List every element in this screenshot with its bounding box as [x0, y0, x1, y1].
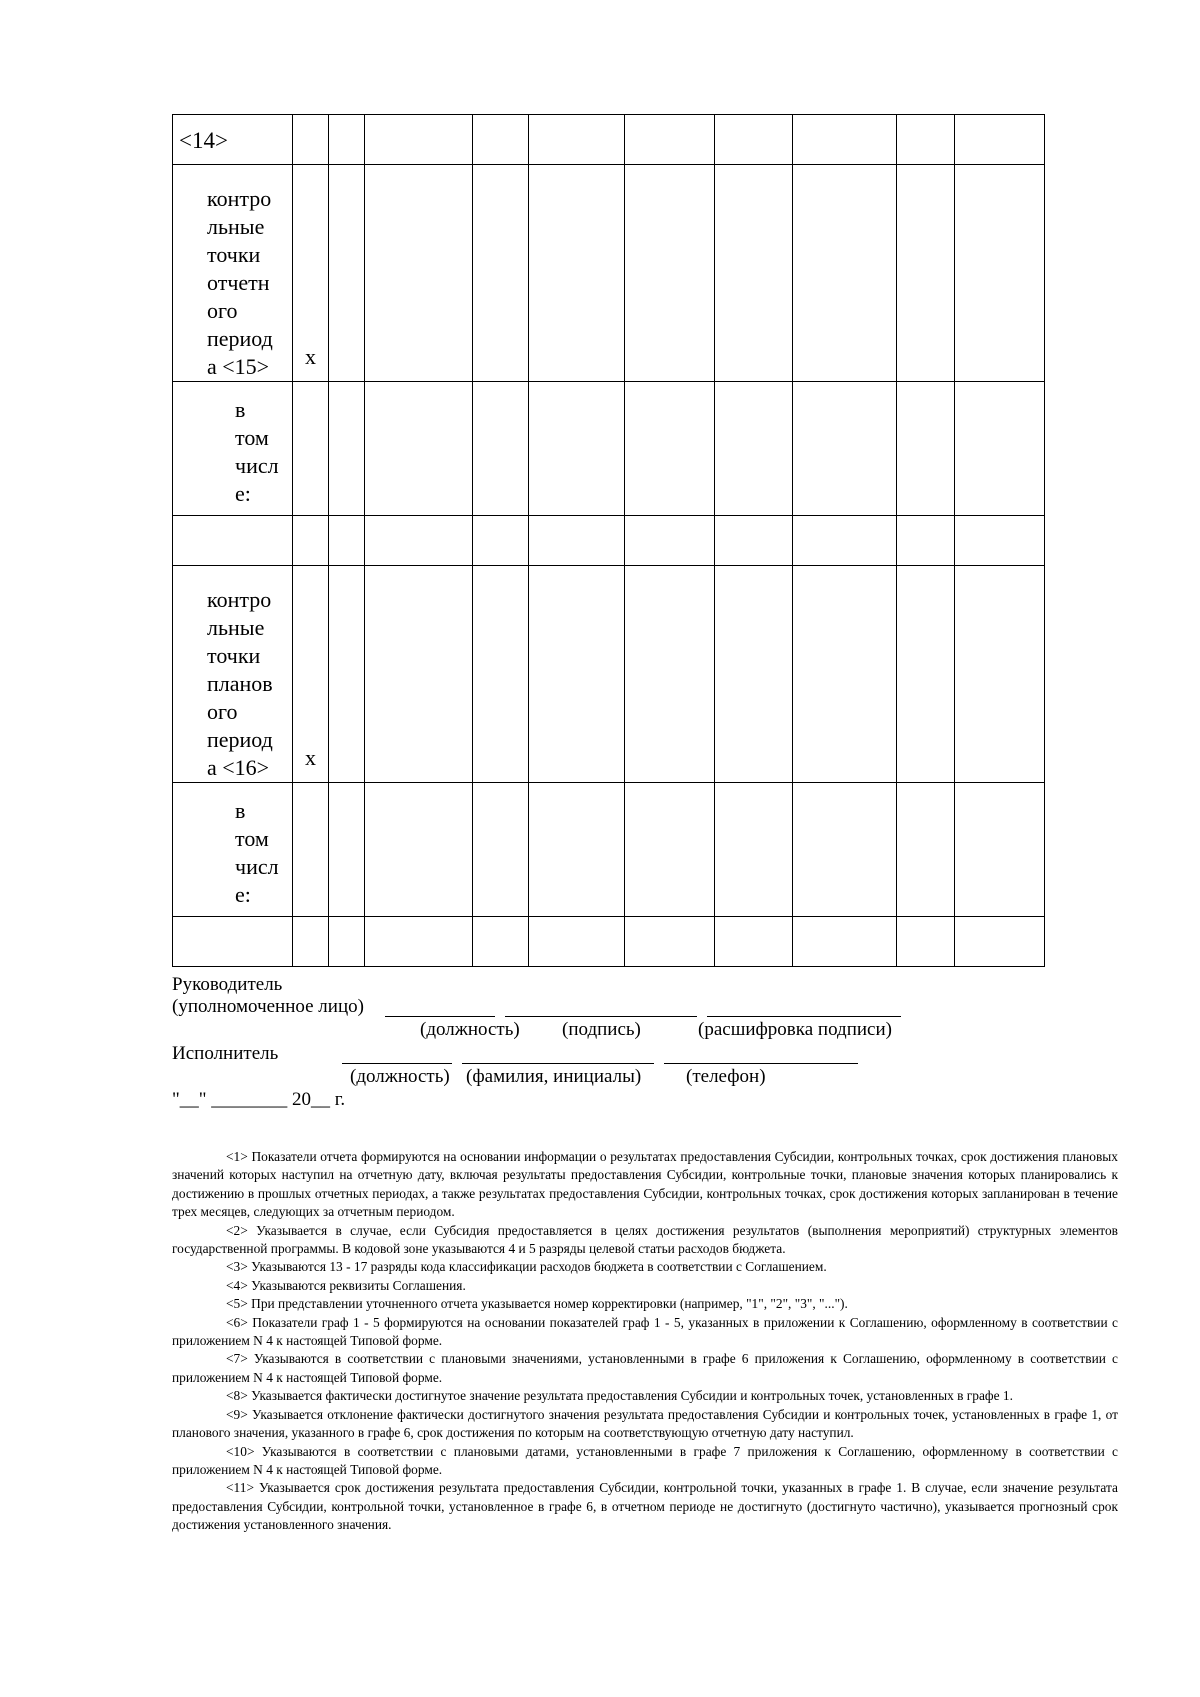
- empty-cell: [715, 516, 793, 566]
- empty-cell: [625, 115, 715, 165]
- empty-cell: [897, 165, 955, 382]
- empty-cell: [473, 566, 529, 783]
- empty-cell: [365, 917, 473, 967]
- empty-cell: [329, 783, 365, 917]
- executor-title: Исполнитель: [172, 1043, 279, 1064]
- footnote-4: <4> Указываются реквизиты Соглашения.: [226, 1277, 466, 1293]
- empty-cell: [897, 115, 955, 165]
- empty-cell: [529, 516, 625, 566]
- empty-cell: [715, 917, 793, 967]
- row-label-cell: <14>: [173, 115, 293, 165]
- table-row: [173, 165, 1045, 382]
- footnote-10: <10> Указываются в соответствии с плановыми датами, установленными в графе 7 приложения к Соглашению, оформленному в соответствии с приложением N 4 к настоящей Типовой форме.: [172, 1443, 1118, 1477]
- head-position-line: [385, 1016, 495, 1017]
- x-mark-cell: [293, 516, 329, 566]
- footnotes: [172, 1148, 1118, 1535]
- footnote-3: <3> Указываются 13 - 17 разряды кода классификации расходов бюджета в соответствии с Соглашением.: [226, 1259, 827, 1275]
- footnote-5: <5> При представлении уточненного отчета указывается номер корректировки (например, "1", "2", "3", "...").: [226, 1296, 848, 1312]
- empty-cell: [365, 165, 473, 382]
- footnote-6: <6> Показатели граф 1 - 5 формируются на основании показателей граф 1 - 5, указанных в приложении к Соглашению, оформленному в соответствии с приложением N 4 к настоящей Типовой форме.: [172, 1314, 1118, 1349]
- empty-cell: [365, 516, 473, 566]
- empty-cell: [793, 783, 897, 917]
- date-line: "__" ________ 20__ г.: [172, 1089, 346, 1110]
- empty-cell: [793, 566, 897, 783]
- empty-cell: [365, 115, 473, 165]
- table-row: [173, 566, 1045, 783]
- empty-cell: [897, 382, 955, 516]
- empty-cell: [955, 115, 1045, 165]
- empty-cell: [955, 516, 1045, 566]
- empty-cell: [625, 566, 715, 783]
- empty-cell: [329, 165, 365, 382]
- empty-cell: [365, 783, 473, 917]
- empty-cell: [329, 917, 365, 967]
- empty-cell: [625, 165, 715, 382]
- empty-cell: [329, 516, 365, 566]
- x-mark-cell: [293, 917, 329, 967]
- empty-cell: [473, 382, 529, 516]
- footnote-7: <7> Указываются в соответствии с плановыми значениями, установленными в графе 6 приложения к Соглашению, оформленному в соответствии с приложением N 4 к настоящей Типовой форме.: [172, 1351, 1118, 1385]
- table-row: [173, 115, 1045, 165]
- footnote-11: <11> Указывается срок достижения результата предоставления Субсидии, контрольной точки, указанных в графе 1. В случае, если значение результата предоставления Субсидии, контрольной точки, установленное в графе 6, в отчетном периоде не достигнуто (достигнуто частично), указывается прогнозный срок достижения установленного значения.: [172, 1480, 1118, 1533]
- head-subtitle: (уполномоченное лицо): [172, 996, 364, 1017]
- empty-cell: [529, 566, 625, 783]
- table-body: [173, 115, 1045, 967]
- empty-cell: [529, 382, 625, 516]
- row-label-cell: контро льные точки отчетн ого период а <15>: [173, 165, 293, 382]
- exec-caption-name: (фамилия, инициалы): [466, 1066, 642, 1087]
- empty-cell: [897, 516, 955, 566]
- empty-cell: [529, 783, 625, 917]
- empty-cell: [715, 165, 793, 382]
- empty-cell: [955, 917, 1045, 967]
- empty-cell: [529, 917, 625, 967]
- empty-cell: [793, 917, 897, 967]
- empty-cell: [793, 382, 897, 516]
- empty-cell: [715, 783, 793, 917]
- empty-cell: [473, 165, 529, 382]
- head-caption-position: (должность): [420, 1019, 520, 1040]
- row-label-cell: в том числ е:: [173, 783, 293, 917]
- empty-cell: [473, 917, 529, 967]
- empty-cell: [955, 783, 1045, 917]
- head-title: Руководитель: [172, 974, 283, 995]
- empty-cell: [955, 165, 1045, 382]
- empty-cell: [329, 115, 365, 165]
- empty-cell: [473, 516, 529, 566]
- empty-cell: [473, 783, 529, 917]
- empty-cell: [897, 917, 955, 967]
- empty-cell: [329, 566, 365, 783]
- head-decoding-line: [707, 1016, 901, 1017]
- exec-caption-position: (должность): [350, 1066, 450, 1087]
- empty-cell: [793, 165, 897, 382]
- empty-cell: [625, 917, 715, 967]
- x-mark-cell: [293, 382, 329, 516]
- row-label-cell: контро льные точки планов ого период а <16>: [173, 566, 293, 783]
- empty-cell: [793, 516, 897, 566]
- footnote-1: <1> Показатели отчета формируются на основании информации о результатах предоставления Субсидии, контрольных точках, срок достижения плановых значений которых наступил на отчетную дату, включая результаты предоставления Субсидии, контрольные точки, плановые значения которых планировались к достижению в прошлых отчетных периодах, а также результатах предоставления Субсидии, контрольных точках, срок достижения которых запланирован в течение трех месяцев, следующих за отчетным периодом.: [172, 1149, 1118, 1220]
- empty-cell: [955, 566, 1045, 783]
- exec-caption-phone: (телефон): [686, 1066, 766, 1087]
- table-row: [173, 516, 1045, 566]
- footnote-8: <8> Указывается фактически достигнутое значение результата предоставления Субсидии и контрольных точек, установленных в графе 1.: [226, 1388, 1013, 1404]
- head-signature-line: [505, 1016, 697, 1017]
- empty-cell: [529, 165, 625, 382]
- table-row: [173, 917, 1045, 967]
- empty-cell: [715, 566, 793, 783]
- empty-cell: [329, 382, 365, 516]
- exec-position-line: [342, 1063, 452, 1064]
- row-label-cell: [173, 516, 293, 566]
- footnote-2: <2> Указывается в случае, если Субсидия предоставляется в целях достижения результатов (выполнения мероприятий) структурных элементов государственной программы. В кодовой зоне указываются 4 и 5 разряды целевой статьи расходов бюджета.: [172, 1222, 1118, 1257]
- empty-cell: [793, 115, 897, 165]
- row-label-cell: в том числ е:: [173, 382, 293, 516]
- empty-cell: [625, 382, 715, 516]
- footnote-9: <9> Указывается отклонение фактически достигнутого значения результата предоставления Субсидии и контрольных точек, установленных в графе 1, от планового значения, указанного в графе 6, срок достижения по которым на соответствующую отчетную дату наступил.: [172, 1406, 1118, 1441]
- empty-cell: [365, 382, 473, 516]
- empty-cell: [897, 783, 955, 917]
- empty-cell: [625, 516, 715, 566]
- exec-name-line: [462, 1063, 654, 1064]
- head-caption-signature: (подпись): [562, 1019, 641, 1040]
- empty-cell: [715, 382, 793, 516]
- head-caption-decoding: (расшифровка подписи): [698, 1019, 892, 1040]
- exec-phone-line: [664, 1063, 858, 1064]
- x-mark-cell: x: [293, 566, 329, 783]
- row-label-cell: [173, 917, 293, 967]
- report-table: [172, 114, 1045, 967]
- x-mark-cell: [293, 783, 329, 917]
- x-mark-cell: [293, 115, 329, 165]
- empty-cell: [365, 566, 473, 783]
- table-row: [173, 783, 1045, 917]
- empty-cell: [625, 783, 715, 917]
- empty-cell: [955, 382, 1045, 516]
- empty-cell: [473, 115, 529, 165]
- empty-cell: [897, 566, 955, 783]
- empty-cell: [715, 115, 793, 165]
- table-row: [173, 382, 1045, 516]
- empty-cell: [529, 115, 625, 165]
- x-mark-cell: x: [293, 165, 329, 382]
